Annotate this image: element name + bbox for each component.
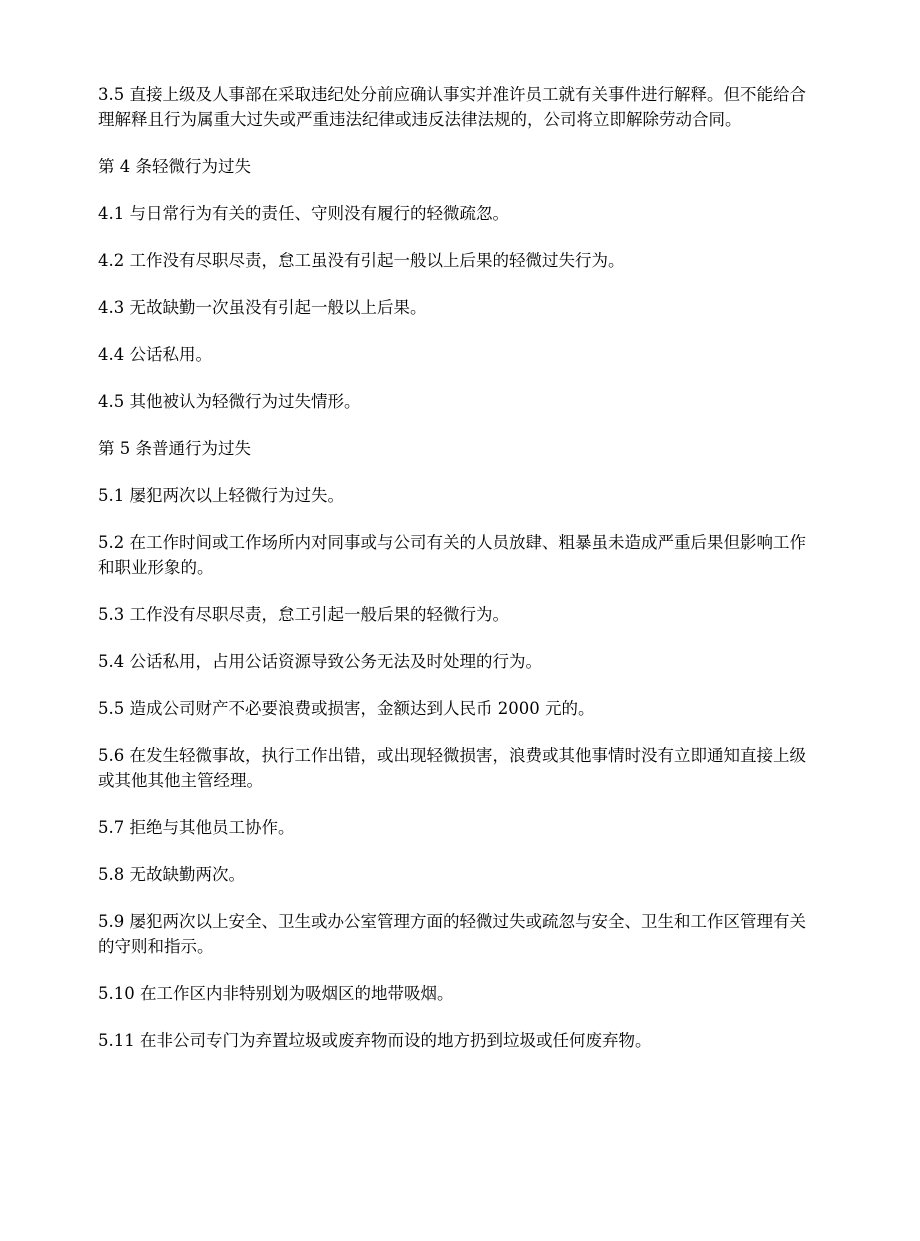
paragraph-4-2: 4.2 工作没有尽职尽责，怠工虽没有引起一般以上后果的轻微过失行为。 xyxy=(98,251,625,270)
paragraph-5-6: 5.6 在发生轻微事故，执行工作出错，或出现轻微损害，浪费或其他事情时没有立即通知直接上级或其他其他主管经理。 xyxy=(98,746,806,790)
document-page xyxy=(98,82,814,1075)
paragraph-5-3: 5.3 工作没有尽职尽责，怠工引起一般后果的轻微行为。 xyxy=(98,605,509,624)
paragraph-3-5: 3.5 直接上级及人事部在采取违纪处分前应确认事实并准许员工就有关事件进行解释。但不能给合理解释且行为属重大过失或严重违法纪律或违反法律法规的，公司将立即解除劳动合同。 xyxy=(98,85,806,129)
paragraph-5-10: 5.10 在工作区内非特别划为吸烟区的地带吸烟。 xyxy=(98,984,454,1003)
paragraph-4-5: 4.5 其他被认为轻微行为过失情形。 xyxy=(98,392,361,411)
article-5-heading: 第 5 条普通行为过失 xyxy=(98,439,251,458)
paragraph-5-9: 5.9 屡犯两次以上安全、卫生或办公室管理方面的轻微过失或疏忽与安全、卫生和工作区管理有关的守则和指示。 xyxy=(98,912,806,956)
paragraph-5-8: 5.8 无故缺勤两次。 xyxy=(98,865,245,884)
paragraph-4-4: 4.4 公话私用。 xyxy=(98,345,212,364)
paragraph-5-7: 5.7 拒绝与其他员工协作。 xyxy=(98,818,295,837)
paragraph-4-3: 4.3 无故缺勤一次虽没有引起一般以上后果。 xyxy=(98,298,427,317)
article-4-heading: 第 4 条轻微行为过失 xyxy=(98,157,251,176)
paragraph-5-1: 5.1 屡犯两次以上轻微行为过失。 xyxy=(98,486,344,505)
paragraph-5-4: 5.4 公话私用，占用公话资源导致公务无法及时处理的行为。 xyxy=(98,652,542,671)
paragraph-4-1: 4.1 与日常行为有关的责任、守则没有履行的轻微疏忽。 xyxy=(98,204,509,223)
paragraph-5-11: 5.11 在非公司专门为弃置垃圾或废弃物而设的地方扔到垃圾或任何废弃物。 xyxy=(98,1031,652,1050)
paragraph-5-5: 5.5 造成公司财产不必要浪费或损害，金额达到人民币 2000 元的。 xyxy=(98,699,595,718)
paragraph-5-2: 5.2 在工作时间或工作场所内对同事或与公司有关的人员放肆、粗暴虽未造成严重后果但影响工作和职业形象的。 xyxy=(98,533,806,577)
